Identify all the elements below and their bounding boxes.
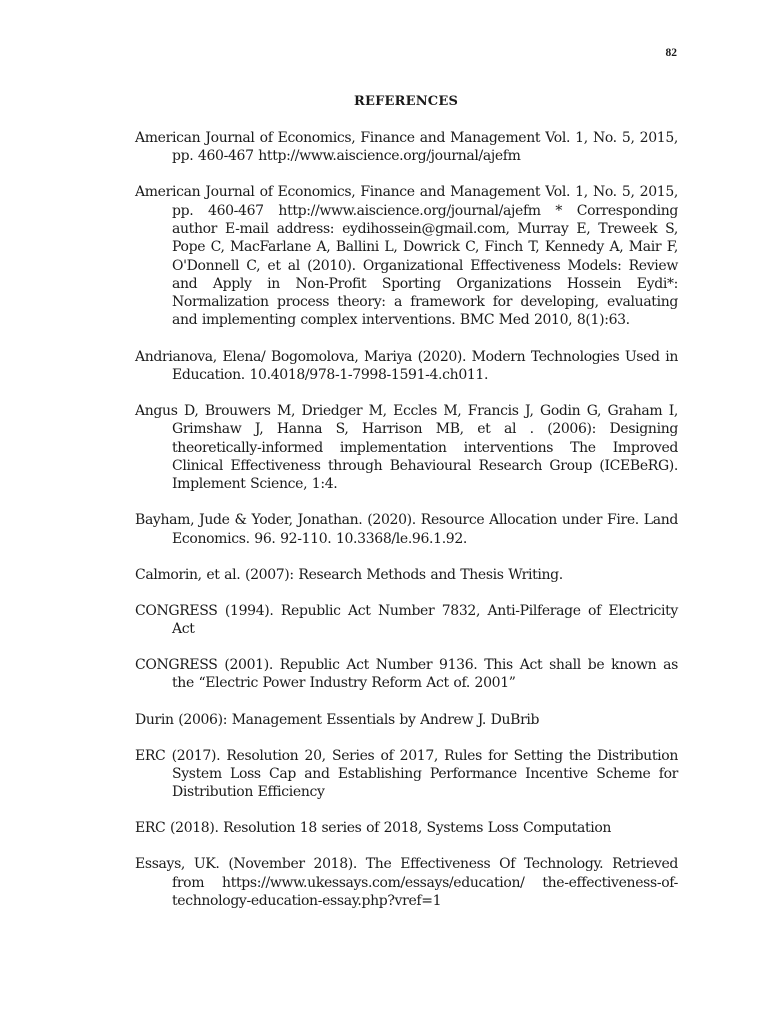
references-heading: REFERENCES [353,94,459,109]
reference-entry: ERC (2017). Resolution 20, Series of 2017, Rules for Setting the Distribution System Loss Cap and Establishing Performance Incentive Scheme for Distribution Efficiency [135,747,678,801]
reference-entry: Essays, UK. (November 2018). The Effectiveness Of Technology. Retrieved from https://www.ukessays.com/essays/education/ the-effectiveness-of-technology-education-essay.php?vref=1 [135,856,678,909]
reference-entry: American Journal of Economics, Finance and Management Vol. 1, No. 5, 2015, pp. 460-467 http://www.aiscience.org/journal/ajefm * Corresponding author E-mail address: eydihossein@gmail.com, Murray E, Treweek S, Pope C, MacFarlane A, Ballini L, Dowrick C, Finch T, Kennedy A, Mair F, O'Donnell C, et al (2010). Organizational Effectiveness Models: Review and Apply in Non-Profit Sporting Organizations Hossein Eydi*: Normalization process theory: a framework for developing, evaluating and implementing complex interventions. BMC Med 2010, 8(1):63. [135,184,678,329]
reference-entry: ERC (2018). Resolution 18 series of 2018, Systems Loss Computation [135,820,612,837]
reference-list [135,129,678,928]
reference-entry: Andrianova, Elena/ Bogomolova, Mariya (2020). Modern Technologies Used in Education. 10.4018/978-1-7998-1591-4.ch011. [135,348,678,383]
reference-entry: Bayham, Jude & Yoder, Jonathan. (2020). Resource Allocation under Fire. Land Economics. 96. 92-110. 10.3368/le.96.1.92. [135,512,678,547]
reference-entry: CONGRESS (2001). Republic Act Number 9136. This Act shall be known as the “Electric Power Industry Reform Act of. 2001” [135,657,678,692]
reference-entry: Calmorin, et al. (2007): Research Methods and Thesis Writing. [135,566,563,583]
reference-entry: Durin (2006): Management Essentials by Andrew J. DuBrib [135,711,540,728]
reference-entry: Angus D, Brouwers M, Driedger M, Eccles M, Francis J, Godin G, Graham I, Grimshaw J, Hanna S, Harrison MB, et al . (2006): Designing theoretically-informed implementation interventions The Improved Clinical Effectiveness through Behavioural Research Group (ICEBeRG). Implement Science, 1:4. [135,402,678,493]
reference-entry: American Journal of Economics, Finance and Management Vol. 1, No. 5, 2015, pp. 460-467 http://www.aiscience.org/journal/ajefm [135,130,678,165]
page-number: 82 [665,47,677,59]
reference-entry: CONGRESS (1994). Republic Act Number 7832, Anti-Pilferage of Electricity Act [135,602,678,638]
